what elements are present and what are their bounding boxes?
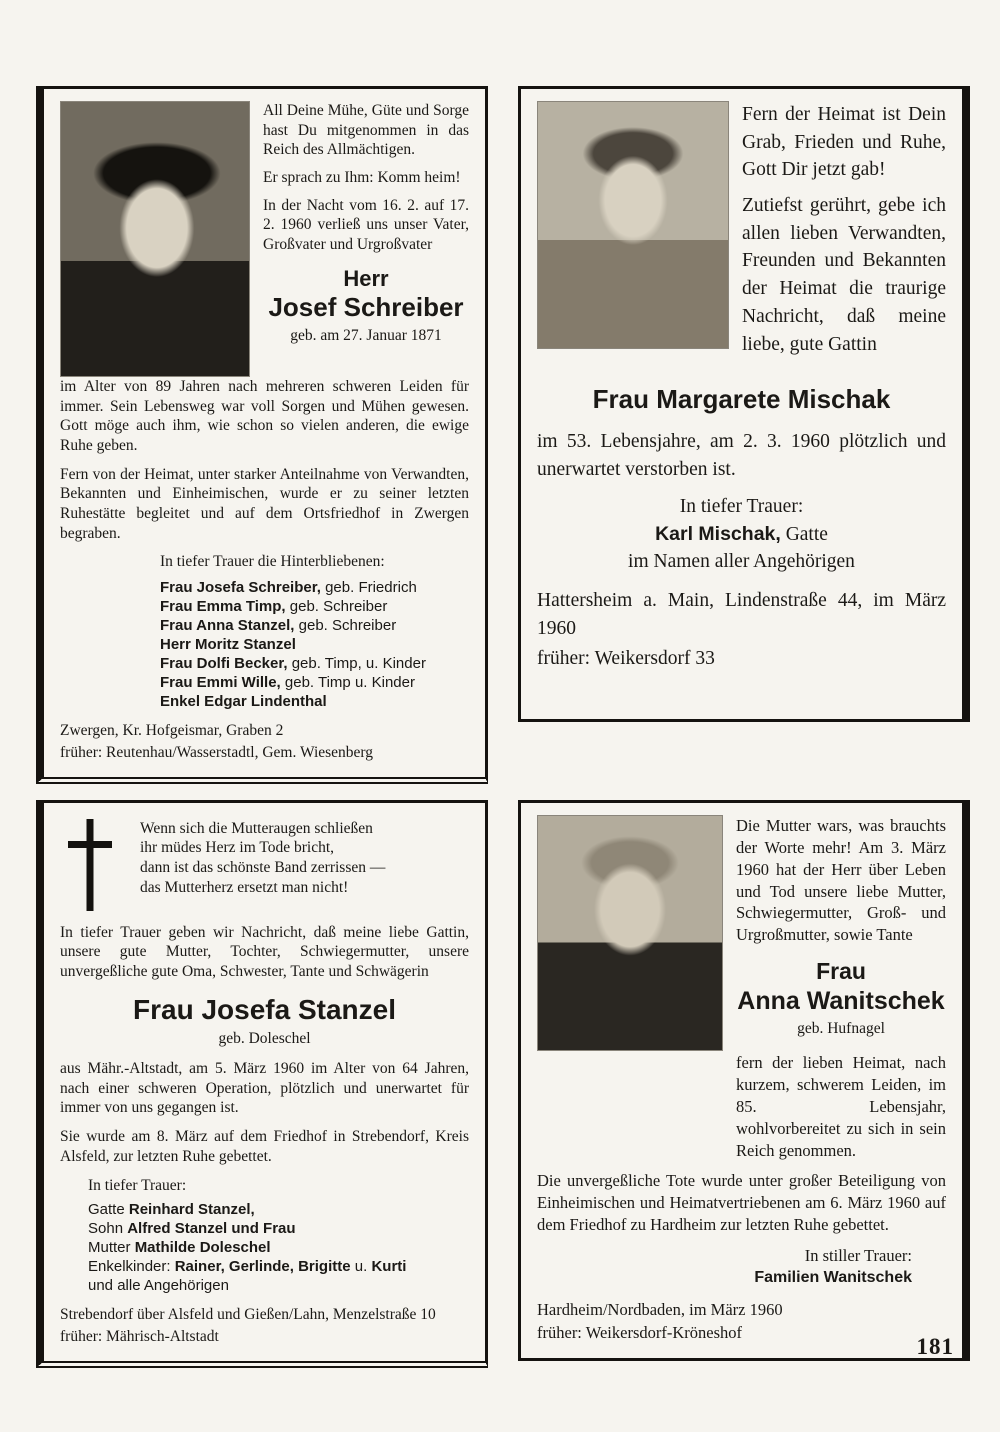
mischak-verse: Fern der Heimat ist Dein Grab, Frieden und Ruhe, Gott Dir jetzt gab! [742, 104, 946, 181]
wanitschek-body-1: fern der lieben Heimat, nach kurzem, schwerem Leiden, im 85. Lebensjahr, wohlvorbereitet zu sich in sein Reich genommen. [736, 1052, 946, 1160]
schreiber-intro: In der Nacht vom 16. 2. auf 17. 2. 1960 verließ uns unser Vater, Großvater und Urgroßvater [263, 196, 469, 254]
schreiber-title: Herr [343, 265, 389, 291]
mourner-row: Frau Dolfi Becker, geb. Timp, u. Kinder [160, 655, 426, 673]
schreiber-name-block [263, 265, 469, 346]
obituary-schreiber [36, 86, 488, 784]
schreiber-verse-2: Er sprach zu Ihm: Komm heim! [263, 169, 461, 187]
wanitschek-name-block [736, 958, 946, 1039]
wanitschek-maiden-name: geb. Hufnagel [797, 1020, 885, 1038]
stanzel-mourner-list [88, 1200, 469, 1295]
mourner-row: Frau Emma Timp, geb. Schreiber [160, 598, 388, 616]
wanitschek-header-text [736, 815, 946, 1171]
stanzel-body-2: Sie wurde am 8. März auf dem Friedhof in Strebendorf, Kreis Alsfeld, zur letzten Ruhe gebettet. [60, 1127, 469, 1165]
stanzel-header [66, 819, 469, 911]
stanzel-former-address: früher: Mährisch-Altstadt [60, 1327, 219, 1345]
wanitschek-former-address: früher: Weikersdorf-Kröneshof [537, 1323, 743, 1343]
obituary-grid [36, 86, 970, 1368]
schreiber-header [60, 101, 469, 377]
portrait-photo-schreiber [60, 101, 250, 377]
wanitschek-mourners-intro: In stiller Trauer: [804, 1246, 912, 1266]
schreiber-former-address: früher: Reutenhau/Wasserstadtl, Gem. Wiesenberg [60, 744, 374, 762]
mourner-row: Enkelkinder: Rainer, Gerlinde, Brigitte u. Kurti [88, 1258, 407, 1276]
schreiber-name: Josef Schreiber [268, 292, 464, 323]
stanzel-mourners-intro: In tiefer Trauer: [88, 1177, 187, 1195]
stanzel-address: Strebendorf über Alsfeld und Gießen/Lahn, Menzelstraße 10 [60, 1306, 436, 1324]
mischak-name: Frau Margarete Mischak [592, 384, 891, 415]
stanzel-maiden-name: geb. Doleschel [218, 1030, 311, 1048]
wanitschek-name: Anna Wanitschek [737, 986, 945, 1015]
mourner-row: Karl Mischak, Gatte [655, 522, 828, 545]
portrait-photo-wanitschek [537, 815, 723, 1051]
obituary-mischak [518, 86, 970, 722]
wanitschek-header [537, 815, 946, 1171]
mischak-body: im 53. Lebensjahre, am 2. 3. 1960 plötzlich und unerwartet verstorben ist. [537, 431, 946, 480]
stanzel-verse: Wenn sich die Mutteraugen schließen ihr müdes Herz im Tode bricht, dann ist das schönste Band zerrissen — das Mutterherz ersetzt man nicht! [140, 819, 386, 896]
mourner-row: Enkel Edgar Lindenthal [160, 693, 327, 711]
schreiber-birthdate: geb. am 27. Januar 1871 [290, 327, 442, 345]
schreiber-body-2: Fern von der Heimat, unter starker Anteilnahme von Verwandten, Bekannten und Einheimischen, wurde er zu seiner letzten Ruhestätte begleitet und auf dem Ortsfriedhof in Zwergen begraben. [60, 465, 469, 542]
schreiber-header-text [263, 101, 469, 377]
schreiber-body-1: im Alter von 89 Jahren nach mehreren schweren Leiden für immer. Sein Lebensweg war voll Sorgen und Mühen gewesen. Gott möge auch ihm, wie schon so vielen anderen, die ewige Ruhe geben. [60, 378, 469, 455]
wanitschek-title: Frau [816, 958, 866, 985]
schreiber-mourners-intro: In tiefer Trauer die Hinterbliebenen: [160, 553, 385, 571]
page-number: 181 [916, 1334, 954, 1359]
mourner-row: Sohn Alfred Stanzel und Frau [88, 1220, 296, 1238]
mischak-former-address: früher: Weikersdorf 33 [537, 647, 715, 669]
wanitschek-body-2: Die unvergeßliche Tote wurde unter großer Beteiligung von Einheimischen und Heimatvertriebenen am 6. März 1960 auf dem Friedhof zu Hardheim zur letzten Ruhe gebettet. [537, 1171, 946, 1235]
mourner-row: Gatte Reinhard Stanzel, [88, 1200, 255, 1218]
mourner-row: im Namen aller Angehörigen [628, 551, 855, 573]
mischak-intro: Zutiefst gerührt, gebe ich allen lieben Verwandten, Freunden und Bekannten der Heimat die traurige Nachricht, daß meine liebe, gute Gattin [742, 195, 946, 355]
stanzel-name: Frau Josefa Stanzel [133, 993, 396, 1025]
stanzel-body-1: aus Mähr.-Altstadt, am 5. März 1960 im Alter von 64 Jahren, nach einer schweren Operation, plötzlich und unerwartet für immer von uns gegangen ist. [60, 1059, 469, 1117]
mischak-header-text [742, 101, 946, 367]
portrait-photo-mischak [537, 101, 729, 349]
wanitschek-address: Hardheim/Nordbaden, im März 1960 [537, 1299, 783, 1319]
schreiber-verse-1: All Deine Mühe, Güte und Sorge hast Du mitgenommen in das Reich des Allmächtigen. [263, 102, 469, 159]
schreiber-mourner-list [160, 578, 469, 711]
mourner-row: Frau Josefa Schreiber, geb. Friedrich [160, 579, 417, 597]
mischak-header [537, 101, 946, 367]
cross-icon [66, 819, 114, 911]
stanzel-intro: In tiefer Trauer geben wir Nachricht, daß meine liebe Gattin, unsere gute Mutter, Tochter, Schwiegermutter, unsere unvergeßliche gute Oma, Schwester, Tante und Schwägerin [60, 923, 469, 981]
schreiber-address: Zwergen, Kr. Hofgeismar, Graben 2 [60, 722, 284, 740]
mourner-row: und alle Angehörigen [88, 1277, 229, 1295]
mourner-row: Frau Emmi Wille, geb. Timp u. Kinder [160, 674, 415, 692]
wanitschek-mourner: Familien Wanitschek [754, 1269, 912, 1287]
mischak-mourners-intro: In tiefer Trauer: [679, 496, 804, 518]
obituary-stanzel [36, 800, 488, 1368]
mourner-row: Mutter Mathilde Doleschel [88, 1239, 271, 1257]
mourner-row: Frau Anna Stanzel, geb. Schreiber [160, 617, 397, 635]
mourner-row: Herr Moritz Stanzel [160, 636, 296, 654]
mischak-mourner-block [537, 493, 946, 575]
obituary-wanitschek [518, 800, 970, 1362]
wanitschek-mourner-block [537, 1245, 946, 1288]
mischak-address: Hattersheim a. Main, Lindenstraße 44, im März 1960 [537, 590, 946, 640]
wanitschek-intro: Die Mutter wars, was brauchts der Worte mehr! Am 3. März 1960 hat der Herr über Leben und Tod unsere liebe Mutter, Schwiegermutter, Groß- und Urgroßmutter, sowie Tante [736, 815, 946, 945]
